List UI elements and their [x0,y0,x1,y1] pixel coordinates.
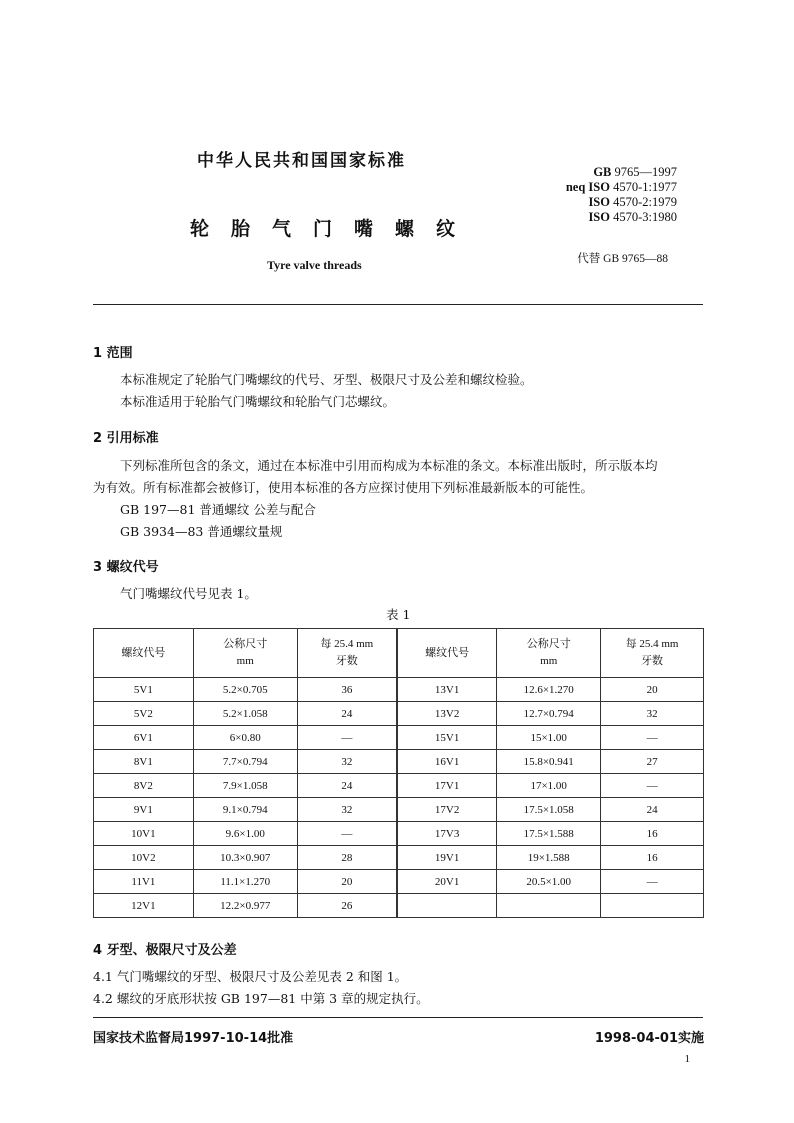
code-line: neq ISO 4570-1:1977 [565,180,677,194]
table-cell: 16 [601,822,704,846]
section-4-heading: 4 牙型、极限尺寸及公差 [93,943,237,958]
header-cell: 公称尺寸 mm [497,629,601,678]
table-cell: 11V1 [94,870,194,894]
table-cell: 32 [601,702,704,726]
table-row [94,870,704,894]
paragraph: 本标准规定了轮胎气门嘴螺纹的代号、牙型、极限尺寸及公差和螺纹检验。 [120,372,533,387]
code-line: GB 9765—1997 [593,165,677,179]
paragraph: 下列标准所包含的条文，通过在本标准中引用而构成为本标准的条文。本标准出版时，所示版本均 [120,458,658,473]
table-cell: 28 [297,846,397,870]
table-cell: 20V1 [397,870,497,894]
table-row [94,678,704,702]
table-cell: 13V2 [397,702,497,726]
table-cell: 12V1 [94,894,194,918]
table-cell: 8V2 [94,774,194,798]
paragraph: 为有效。所有标准都会被修订，使用本标准的各方应探讨使用下列标准最新版本的可能性。 [93,480,594,495]
header-cell: 螺纹代号 [397,629,497,678]
table-cell: 19V1 [397,846,497,870]
paragraph: 4.1 气门嘴螺纹的牙型、极限尺寸及公差见表 2 和图 1。 [93,969,408,984]
table-cell: 15.8×0.941 [497,750,601,774]
table-cell: 24 [601,798,704,822]
table-cell: — [297,726,397,750]
table-cell: 15×1.00 [497,726,601,750]
table-cell: 5V2 [94,702,194,726]
table-cell: 7.9×1.058 [193,774,297,798]
table-row [94,774,704,798]
table-cell: 9.1×0.794 [193,798,297,822]
header-cell: 螺纹代号 [94,629,194,678]
table-cell: 5.2×1.058 [193,702,297,726]
table-cell: 5.2×0.705 [193,678,297,702]
table-cell: 10V2 [94,846,194,870]
table-cell: 24 [297,702,397,726]
table-row [94,798,704,822]
table-cell: 10.3×0.907 [193,846,297,870]
section-1-heading: 1 范围 [93,346,133,361]
header-cell: 每 25.4 mm 牙数 [297,629,397,678]
table-cell: 27 [601,750,704,774]
standard-title-en: Tyre valve threads [267,258,362,272]
section-3-body: 气门嘴螺纹代号见表 1。 [120,586,257,601]
table-cell: 17.5×1.588 [497,822,601,846]
table-cell: 20 [601,678,704,702]
reference-item: GB 3934—83 普通螺纹量规 [120,524,283,539]
table-cell: 17V1 [397,774,497,798]
table-cell: — [601,726,704,750]
table-cell: 6V1 [94,726,194,750]
reference-item: GB 197—81 普通螺纹 公差与配合 [120,502,316,517]
table-cell: 12.6×1.270 [497,678,601,702]
table-row [94,846,704,870]
code-line: ISO 4570-3:1980 [588,210,677,224]
table-cell: 20 [297,870,397,894]
standard-title-cn: 轮胎气门嘴螺纹 [190,218,478,240]
table-cell: 8V1 [94,750,194,774]
table-cell: 15V1 [397,726,497,750]
table-row [94,822,704,846]
table-cell: 36 [297,678,397,702]
section-3-heading: 3 螺纹代号 [93,560,159,575]
table-cell [601,894,704,918]
table-cell: 13V1 [397,678,497,702]
paragraph: 4.2 螺纹的牙底形状按 GB 197—81 中第 3 章的规定执行。 [93,991,429,1006]
table-cell: — [601,870,704,894]
approval-date: 国家技术监督局1997-10-14批准 [93,1031,294,1046]
section-2-heading: 2 引用标准 [93,431,159,446]
table-cell [497,894,601,918]
table-cell: — [297,822,397,846]
table-cell: 17V3 [397,822,497,846]
thread-code-table [93,628,704,918]
table-row [94,726,704,750]
table-cell: 16V1 [397,750,497,774]
table-row [94,894,704,918]
footer-divider [93,1017,703,1018]
table-cell: 32 [297,750,397,774]
table-row [94,750,704,774]
table-cell: 32 [297,798,397,822]
section-1-body [120,369,533,413]
section-2-body [93,455,658,543]
header-cell: 公称尺寸 mm [193,629,297,678]
section-4-body [93,966,429,1010]
table-cell: 11.1×1.270 [193,870,297,894]
table-header-row [94,629,704,678]
table-cell: 12.2×0.977 [193,894,297,918]
table-cell: 20.5×1.00 [497,870,601,894]
table-caption: 表 1 [386,607,411,622]
table-cell: 12.7×0.794 [497,702,601,726]
table-cell: 17×1.00 [497,774,601,798]
table-cell: 26 [297,894,397,918]
table-cell: 9.6×1.00 [193,822,297,846]
page-number: 1 [684,1053,690,1065]
table-cell: 10V1 [94,822,194,846]
standard-codes [566,165,677,225]
table-cell: — [601,774,704,798]
table-cell: 6×0.80 [193,726,297,750]
effective-date: 1998-04-01实施 [594,1031,704,1046]
table-row [94,702,704,726]
paragraph: 本标准适用于轮胎气门嘴螺纹和轮胎气门芯螺纹。 [120,394,396,409]
table-cell: 19×1.588 [497,846,601,870]
table-cell: 17V2 [397,798,497,822]
table-cell: 5V1 [94,678,194,702]
table-cell: 7.7×0.794 [193,750,297,774]
table-cell: 24 [297,774,397,798]
header-cell: 每 25.4 mm 牙数 [601,629,704,678]
national-standard-title: 中华人民共和国国家标准 [197,151,406,171]
header-divider [93,304,703,305]
table-cell: 9V1 [94,798,194,822]
table-cell: 16 [601,846,704,870]
replaces-note: 代替 GB 9765—88 [577,253,668,265]
table-cell [397,894,497,918]
table-cell: 17.5×1.058 [497,798,601,822]
code-line: ISO 4570-2:1979 [588,195,677,209]
